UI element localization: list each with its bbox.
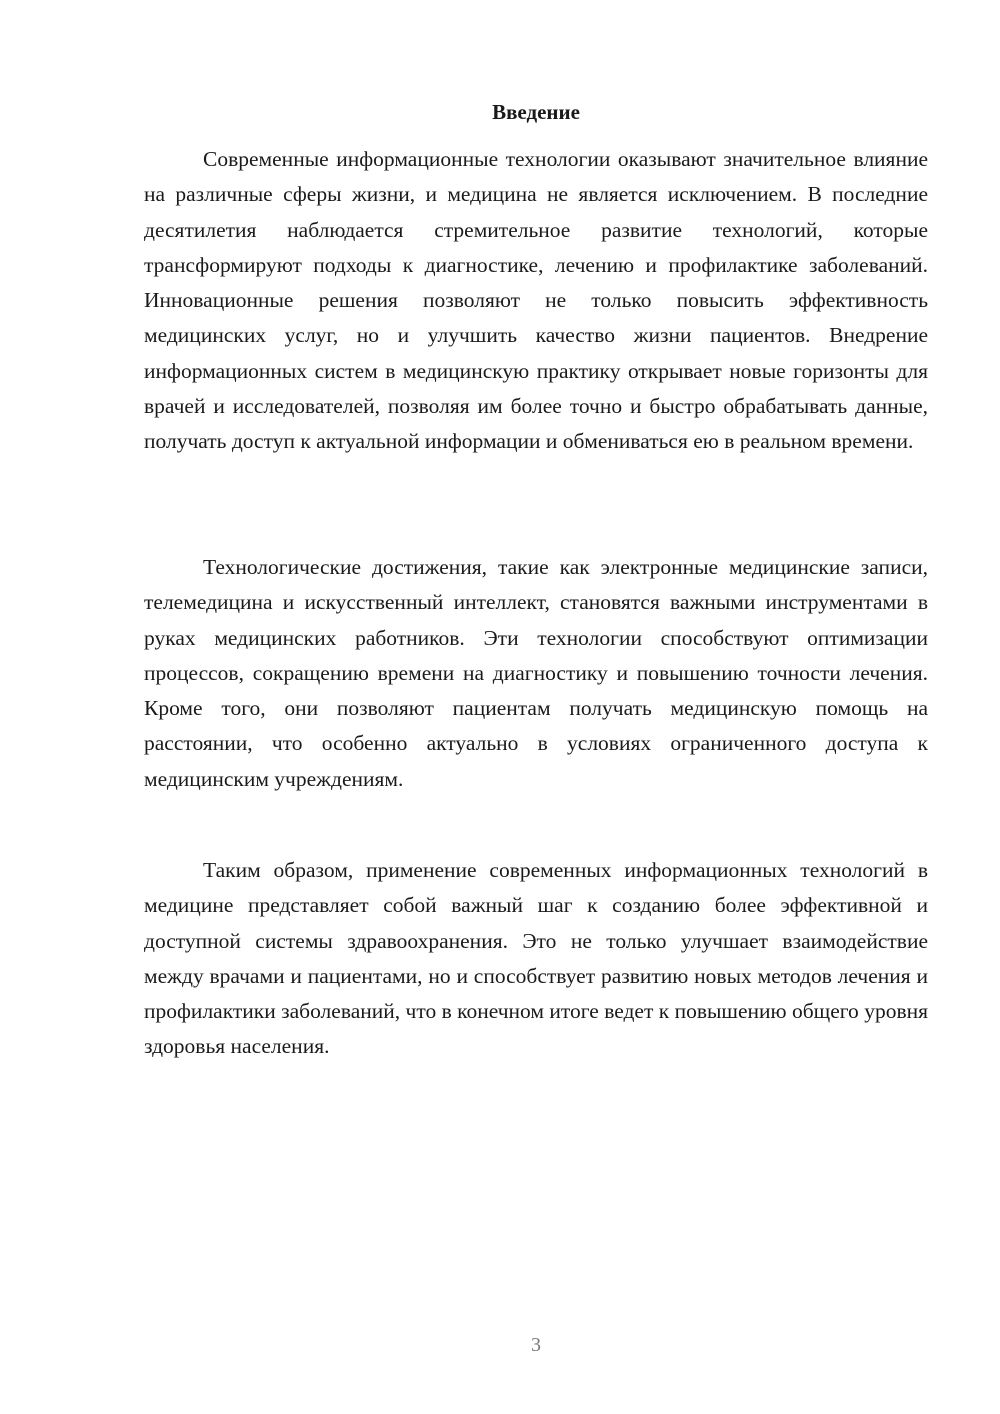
paragraph-conclusion: Таким образом, применение современных информационных технологий в медицине представляет собой важный шаг к созданию более эффективной и доступной системы здравоохранения. Это не только улучшает взаимодействие между врачами и пациентами, но и способствует развитию новых методов лечения и профилактики заболеваний, что в конечном итоге ведет к повышению общего уровня здоровья населения. bbox=[144, 858, 928, 1059]
page-title: Введение bbox=[492, 100, 580, 124]
paragraph-intro: Современные информационные технологии оказывают значительное влияние на различные сферы жизни, и медицина не является исключением. В последние десятилетия наблюдается стремительное развитие технологий, которые трансформируют подходы к диагностике, лечению и профилактике заболеваний. Инновационные решения позволяют не только повысить эффективность медицинских услуг, но и улучшить качество жизни пациентов. Внедрение информационных систем в медицинскую практику открывает новые горизонты для врачей и исследователей, позволяя им более точно и быстро обрабатывать данные, получать доступ к актуальной информации и обмениваться ею в реальном времени. bbox=[144, 147, 928, 454]
page-number: 3 bbox=[531, 1334, 541, 1356]
paragraph-technologies: Технологические достижения, такие как электронные медицинские записи, телемедицина и искусственный интеллект, становятся важными инструментами в руках медицинских работников. Эти технологии способствуют оптимизации процессов, сокращению времени на диагностику и повышению точности лечения. Кроме того, они позволяют пациентам получать медицинскую помощь на расстоянии, что особенно актуально в условиях ограниченного доступа к медицинским учреждениям. bbox=[144, 555, 928, 791]
